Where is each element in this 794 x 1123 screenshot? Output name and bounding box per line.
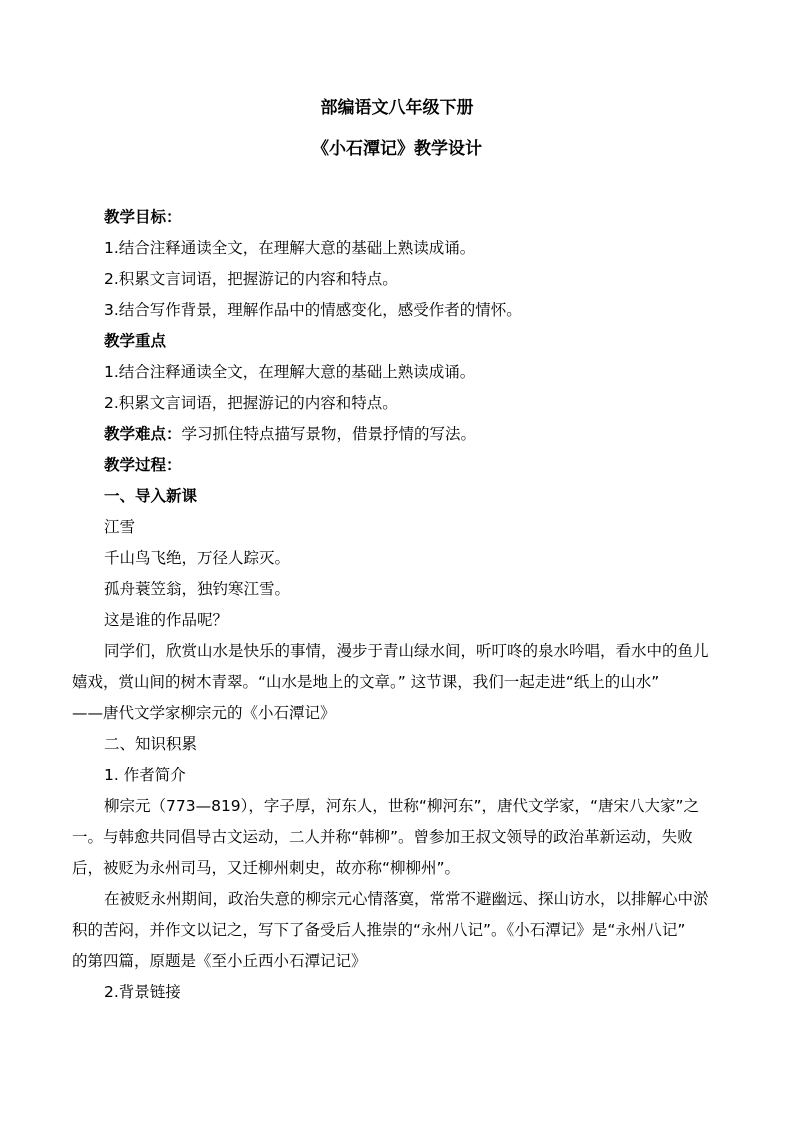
poem-title: 江雪 <box>104 518 136 536</box>
goals-heading: 教学目标： <box>104 208 182 226</box>
goal-item-1: 1.结合注释通读全文，在理解大意的基础上熟读成诵。 <box>104 239 476 257</box>
difficulty-line <box>104 419 694 450</box>
exile-paragraph-line-3: 的第四篇，原题是《至小丘西小石潭记记》 <box>72 952 367 970</box>
poem-line-2: 孤舟蓑笠翁，独钓寒江雪。 <box>104 580 291 598</box>
author-paragraph-line-3: 后，被贬为永州司马，又迁柳州刺史，故亦称“柳柳州”。 <box>72 859 461 877</box>
process-heading: 教学过程： <box>104 456 182 474</box>
section2-heading: 二、知识积累 <box>104 735 198 753</box>
author-paragraph-line-2: 一。与韩愈共同倡导古文运动，二人并称“韩柳”。曾参加王叔文领导的政治革新运动，失败 <box>72 828 693 846</box>
author-paragraph-line-1: 柳宗元（773—819），字子厚，河东人，世称“柳河东”，唐代文学家，“唐宋八大家”之 <box>104 797 700 815</box>
background-heading: 2.背景链接 <box>104 983 181 1001</box>
focus-heading: 教学重点 <box>104 332 167 350</box>
focus-item-2: 2.积累文言词语，把握游记的内容和特点。 <box>104 394 398 412</box>
exile-paragraph-line-1: 在被贬永州期间，政治失意的柳宗元心情落寞，常常不避幽远、探山访水，以排解心中淤 <box>104 890 709 908</box>
document-body <box>72 202 709 1008</box>
difficulty-text: 学习抓住特点描写景物，借景抒情的写法。 <box>181 425 477 443</box>
goal-item-3: 3.结合写作背景，理解作品中的情感变化，感受作者的情怀。 <box>104 301 522 319</box>
intro-question: 这是谁的作品呢？ <box>104 611 229 629</box>
goal-item-2: 2.积累文言词语，把握游记的内容和特点。 <box>104 270 398 288</box>
intro-paragraph-line-2: 嬉戏，赏山间的树木青翠。“山水是地上的文章。” 这节课，我们一起走进“纸上的山水” <box>72 673 660 691</box>
document-title: 部编语文八年级下册 <box>320 98 474 118</box>
document-subtitle: 《小石潭记》教学设计 <box>312 139 482 159</box>
poem-line-1: 千山鸟飞绝，万径人踪灭。 <box>104 549 291 567</box>
intro-paragraph-line-3: ——唐代文学家柳宗元的《小石潭记》 <box>72 704 336 722</box>
author-heading: 1. 作者简介 <box>104 766 186 784</box>
focus-item-1: 1.结合注释通读全文，在理解大意的基础上熟读成诵。 <box>104 363 476 381</box>
exile-paragraph-line-2: 积的苦闷，并作文以记之，写下了备受后人推崇的“永州八记”。《小石潭记》是“永州八记” <box>72 921 686 939</box>
difficulty-label: 教学难点： <box>104 425 182 443</box>
section1-heading: 一、导入新课 <box>104 487 198 505</box>
intro-paragraph-line-1: 同学们，欣赏山水是快乐的事情，漫步于青山绿水间，听叮咚的泉水吟唱，看水中的鱼儿 <box>104 642 709 660</box>
